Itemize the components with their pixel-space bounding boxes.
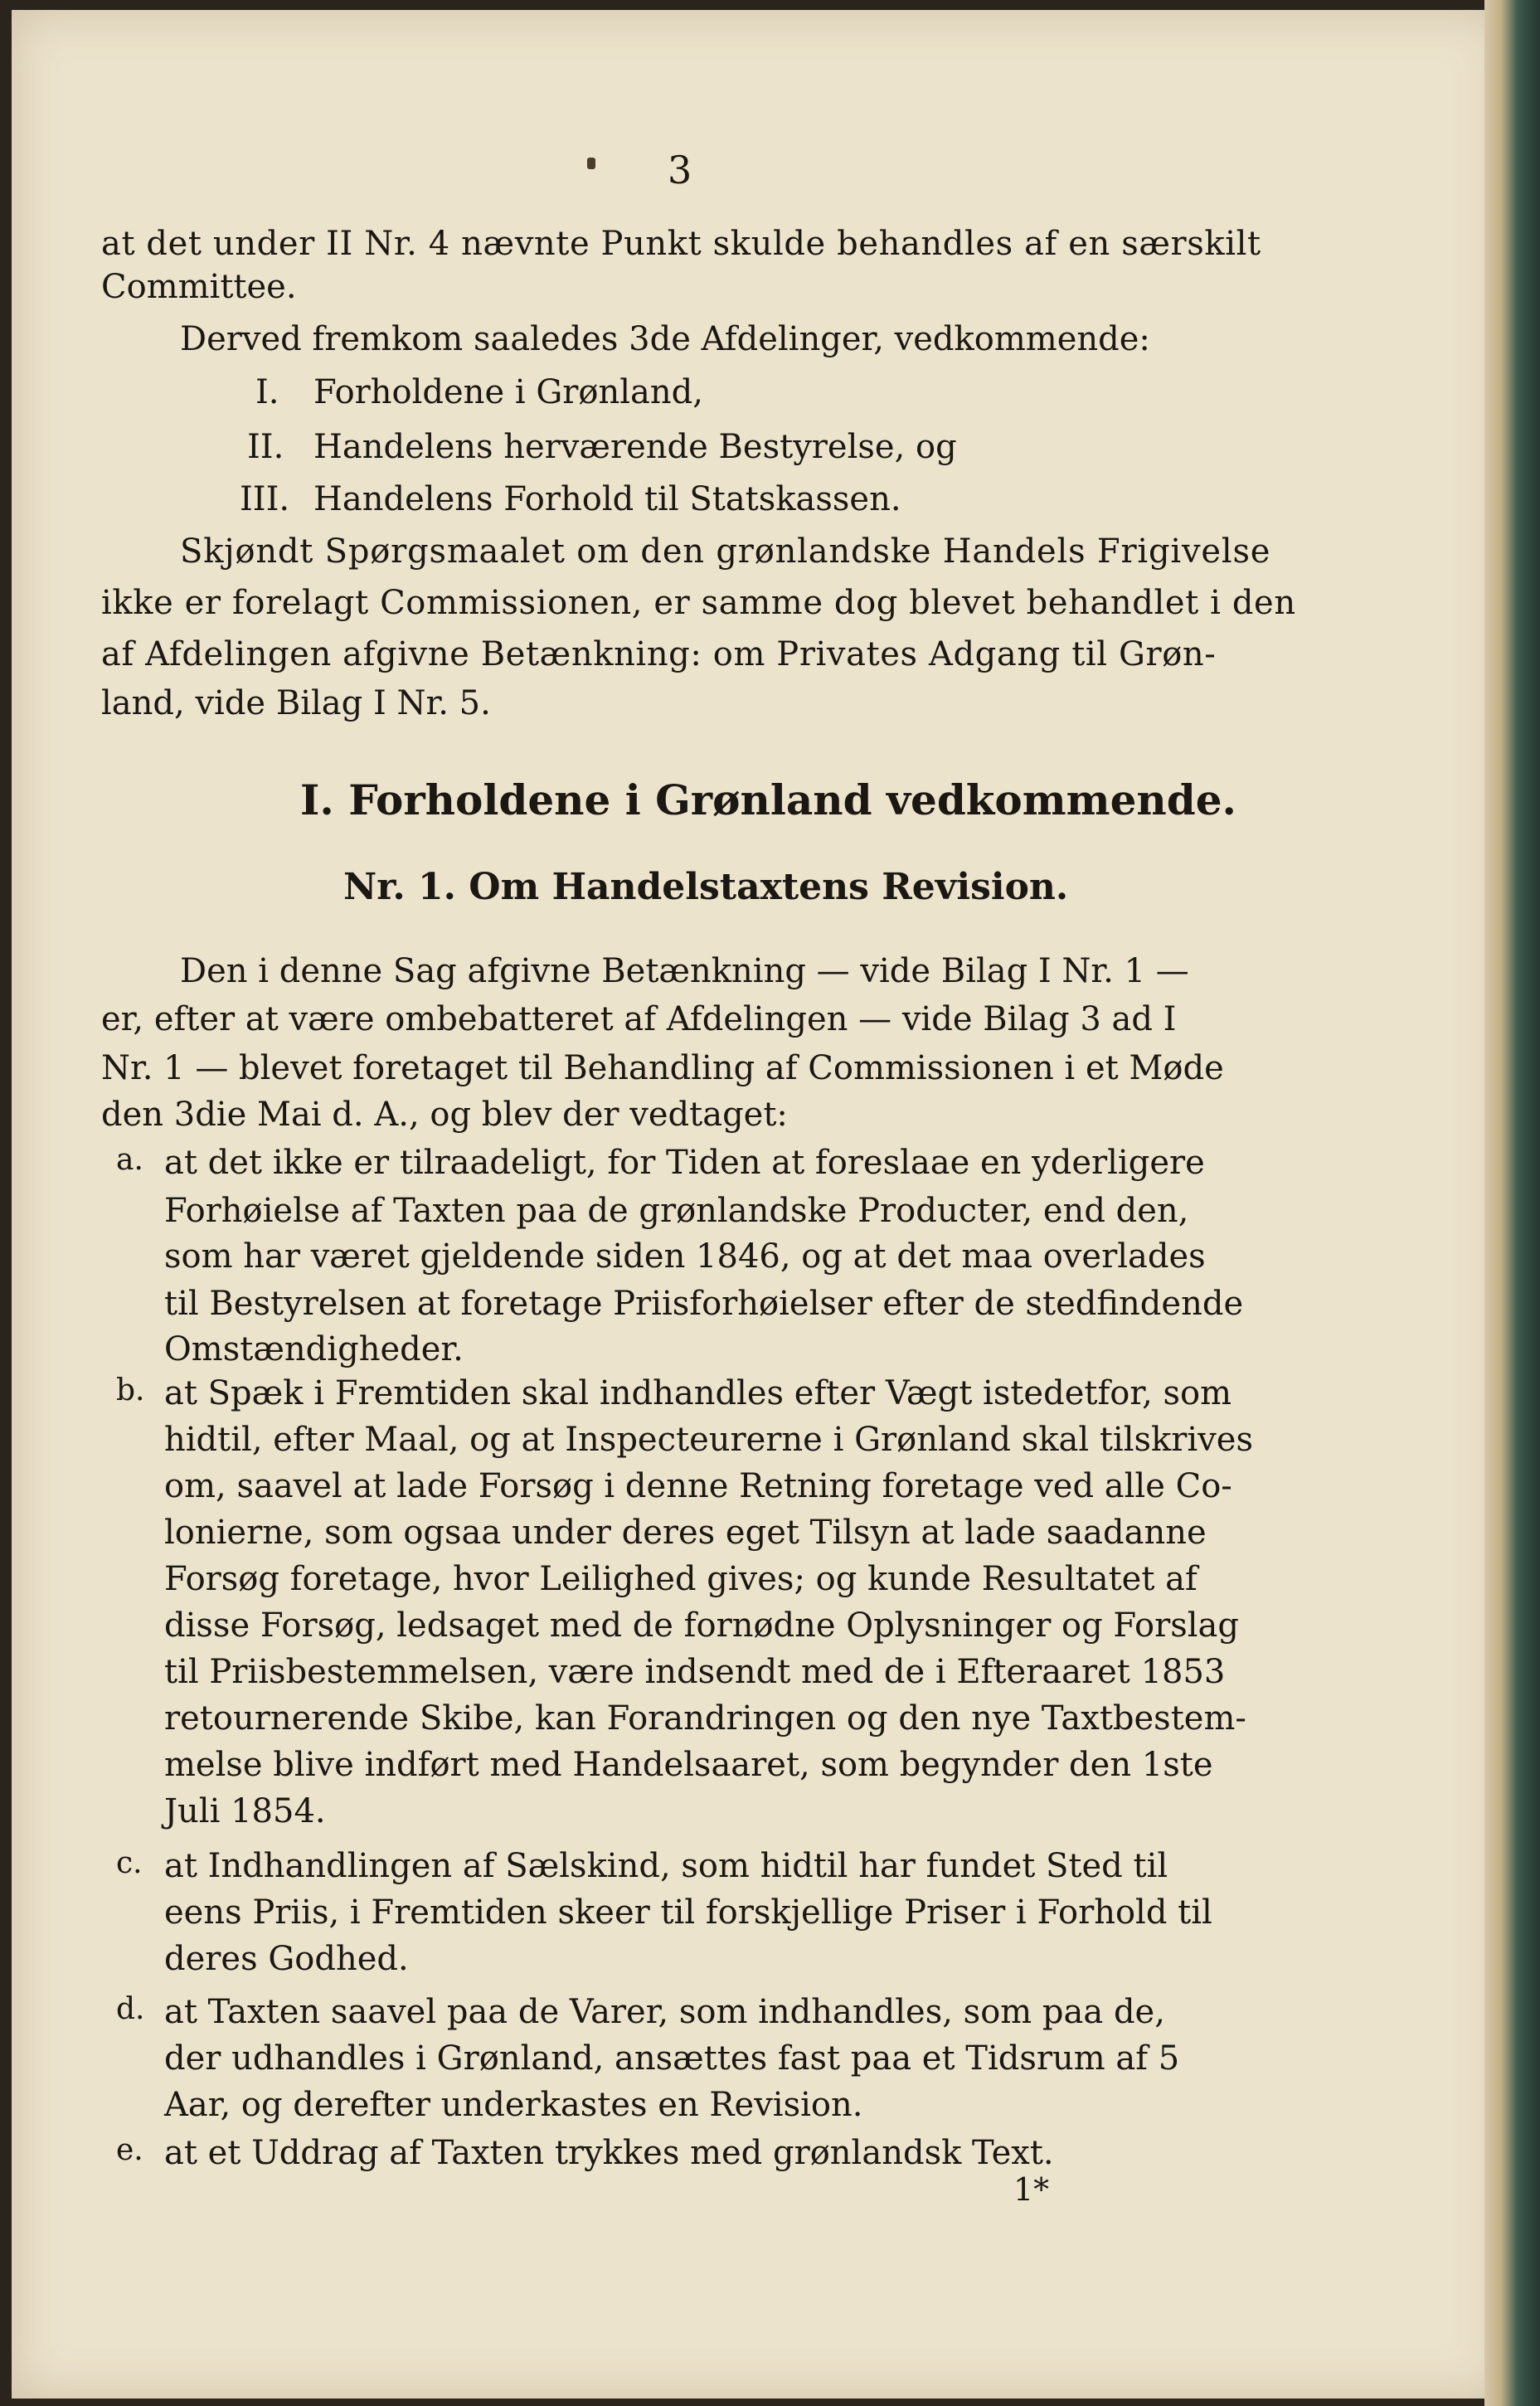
item-line: retournerende Skibe, kan Forandringen og den nye Taxtbestem- <box>164 1699 1246 1738</box>
section-heading: I. Forholdene i Grønland vedkommende. <box>300 775 1236 824</box>
item-line: deres Godhed. <box>164 1940 409 1978</box>
division-numeral: III. <box>240 480 290 518</box>
item-line: at Spæk i Fremtiden skal indhandles efter Vægt istedetfor, som <box>164 1374 1232 1412</box>
division-text: Forholdene i Grønland, <box>313 373 703 411</box>
intro-line: at det under II Nr. 4 nævnte Punkt skulde behandles af en særskilt <box>101 225 1261 263</box>
intro-line: Committee. <box>101 268 297 306</box>
para-line: er, efter at være ombebatteret af Afdelingen — vide Bilag 3 ad I <box>101 1000 1177 1038</box>
para-line: Skjøndt Spørgsmaalet om den grønlandske Handels Frigivelse <box>180 532 1271 571</box>
item-line: der udhandles i Grønland, ansættes fast paa et Tidsrum af 5 <box>164 2039 1180 2078</box>
division-text: Handelens herværende Bestyrelse, og <box>313 428 957 466</box>
item-line: melse blive indført med Handelsaaret, som begynder den 1ste <box>164 1746 1213 1784</box>
book-spine <box>1484 0 1540 2406</box>
item-line: Aar, og derefter underkastes en Revision. <box>164 2086 863 2124</box>
para-line: den 3die Mai d. A., og blev der vedtaget: <box>101 1096 788 1134</box>
item-label: c. <box>116 1846 143 1880</box>
item-line: Juli 1854. <box>164 1792 326 1830</box>
item-line: til Bestyrelsen at foretage Priisforhøielser efter de stedfindende <box>164 1285 1244 1323</box>
item-line: om, saavel at lade Forsøg i denne Retning foretage ved alle Co- <box>164 1467 1232 1505</box>
item-line: at det ikke er tilraadeligt, for Tiden at foreslaae en yderligere <box>164 1144 1205 1182</box>
para-line: land, vide Bilag I Nr. 5. <box>101 684 491 722</box>
item-line: Omstændigheder. <box>164 1330 464 1368</box>
item-label: e. <box>116 2133 143 2167</box>
para-line: Den i denne Sag afgivne Betænkning — vide Bilag I Nr. 1 — <box>180 952 1189 990</box>
item-label: a. <box>116 1143 143 1177</box>
item-label: d. <box>116 1992 145 2026</box>
item-line: at Indhandlingen af Sælskind, som hidtil har fundet Sted til <box>164 1847 1168 1885</box>
division-numeral: II. <box>247 428 284 466</box>
item-line: lonierne, som ogsaa under deres eget Tilsyn at lade saadanne <box>164 1514 1207 1552</box>
page-number: 3 <box>668 148 692 192</box>
division-numeral: I. <box>255 373 279 411</box>
para-line: Nr. 1 — blevet foretaget til Behandling af Commissionen i et Møde <box>101 1049 1224 1087</box>
item-line: hidtil, efter Maal, og at Inspecteurerne i Grønland skal tilskrives <box>164 1421 1253 1459</box>
item-line: at Taxten saavel paa de Varer, som indhandles, som paa de, <box>164 1993 1165 2031</box>
item-line: disse Forsøg, ledsaget med de fornødne Oplysninger og Forslag <box>164 1606 1239 1645</box>
item-line: Forhøielse af Taxten paa de grønlandske Producter, end den, <box>164 1192 1189 1230</box>
signature-mark: 1* <box>1013 2171 1050 2208</box>
item-line: at et Uddrag af Taxten trykkes med grønlandsk Text. <box>164 2134 1054 2172</box>
item-line: til Priisbestemmelsen, være indsendt med de i Efteraaret 1853 <box>164 1653 1226 1691</box>
item-line: eens Priis, i Fremtiden skeer til forskjellige Priser i Forhold til <box>164 1893 1212 1932</box>
para-line: ikke er forelagt Commissionen, er samme dog blevet behandlet i den <box>101 584 1296 622</box>
ink-mark <box>587 158 595 169</box>
item-label: b. <box>116 1373 145 1407</box>
division-text: Handelens Forhold til Statskassen. <box>313 480 901 518</box>
item-line: som har været gjeldende siden 1846, og at det maa overlades <box>164 1237 1206 1276</box>
item-line: Forsøg foretage, hvor Leilighed gives; og kunde Resultatet af <box>164 1560 1198 1598</box>
intro-line: Derved fremkom saaledes 3de Afdelinger, vedkommende: <box>180 320 1150 358</box>
subsection-heading: Nr. 1. Om Handelstaxtens Revision. <box>343 866 1069 908</box>
para-line: af Afdelingen afgivne Betænkning: om Privates Adgang til Grøn- <box>101 635 1217 673</box>
